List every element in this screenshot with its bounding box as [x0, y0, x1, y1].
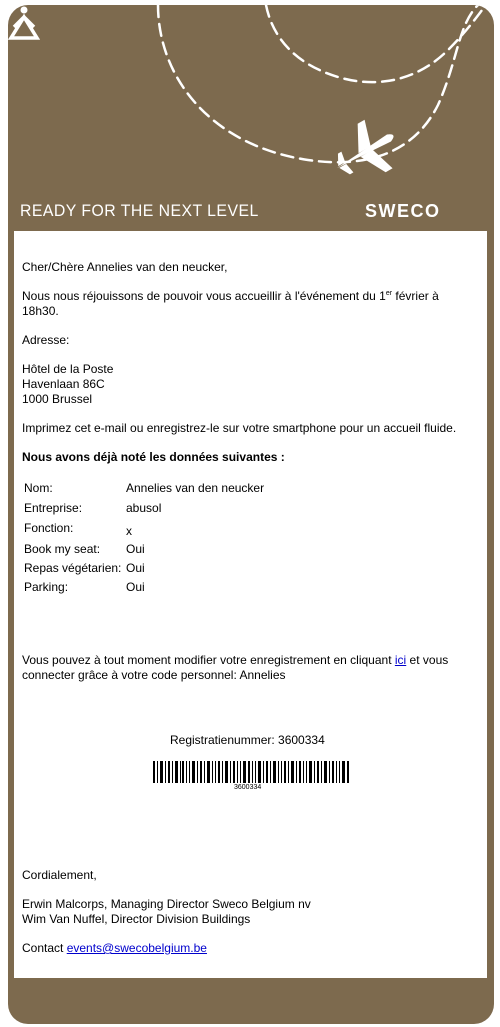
intro-sup: er: [385, 290, 393, 297]
address-line: 1000 Brussel: [22, 392, 93, 406]
modify-text: [22, 653, 448, 668]
header-banner: [8, 5, 494, 231]
intro-text: [22, 289, 439, 304]
field-label: Parking:: [24, 580, 69, 594]
ticket-frame: [8, 5, 494, 1024]
intro-part: février à: [392, 289, 439, 303]
signature-line: Wim Van Nuffel, Director Division Buildings: [22, 912, 251, 926]
email-body: [14, 231, 487, 978]
field-label: Repas végétarien:: [24, 561, 122, 575]
field-value: Oui: [126, 561, 145, 575]
registration-number: Registratienummer: 3600334: [170, 733, 325, 747]
field-value: x: [126, 524, 132, 538]
intro-time: 18h30.: [22, 304, 59, 318]
field-label: Book my seat:: [24, 542, 101, 556]
field-value: abusol: [126, 501, 162, 515]
brand-logo-text: SWECO: [365, 201, 441, 221]
field-value: Oui: [126, 580, 145, 594]
modify-part: et vous: [406, 653, 449, 667]
greeting: Cher/Chère Annelies van den neucker,: [22, 260, 228, 274]
barcode: [153, 761, 349, 783]
field-label: Fonction:: [24, 521, 74, 535]
tagline: READY FOR THE NEXT LEVEL: [20, 201, 259, 220]
contact-label: Contact: [22, 941, 67, 955]
modify-text-line2: connecter grâce à votre code personnel: Annelies: [22, 668, 286, 682]
contact-line: [22, 941, 207, 956]
address-line: Havenlaan 86C: [22, 377, 105, 391]
sweco-logo-icon: [8, 5, 40, 41]
address-label: Adresse:: [22, 333, 70, 347]
flight-path-graphic: [8, 5, 494, 231]
field-label: Entreprise:: [24, 501, 83, 515]
contact-email-link[interactable]: events@swecobelgium.be: [66, 941, 207, 955]
modify-part: Vous pouvez à tout moment modifier votre enregistrement en cliquant: [22, 653, 395, 667]
field-value: Annelies van den neucker: [126, 481, 265, 495]
print-note: Imprimez cet e-mail ou enregistrez-le sur votre smartphone pour un accueil fluide.: [22, 421, 457, 435]
address-line: Hôtel de la Poste: [22, 362, 114, 376]
barcode-number: 3600334: [234, 784, 262, 791]
signature-line: Erwin Malcorps, Managing Director Sweco Belgium nv: [22, 897, 311, 911]
field-label: Nom:: [24, 481, 53, 495]
data-heading: Nous avons déjà noté les données suivantes :: [22, 450, 285, 464]
closing: Cordialement,: [22, 868, 97, 882]
intro-part: Nous nous réjouissons de pouvoir vous accueillir à l'événement du 1: [22, 289, 386, 303]
modify-link[interactable]: ici: [394, 653, 407, 667]
field-value: Oui: [126, 542, 145, 556]
